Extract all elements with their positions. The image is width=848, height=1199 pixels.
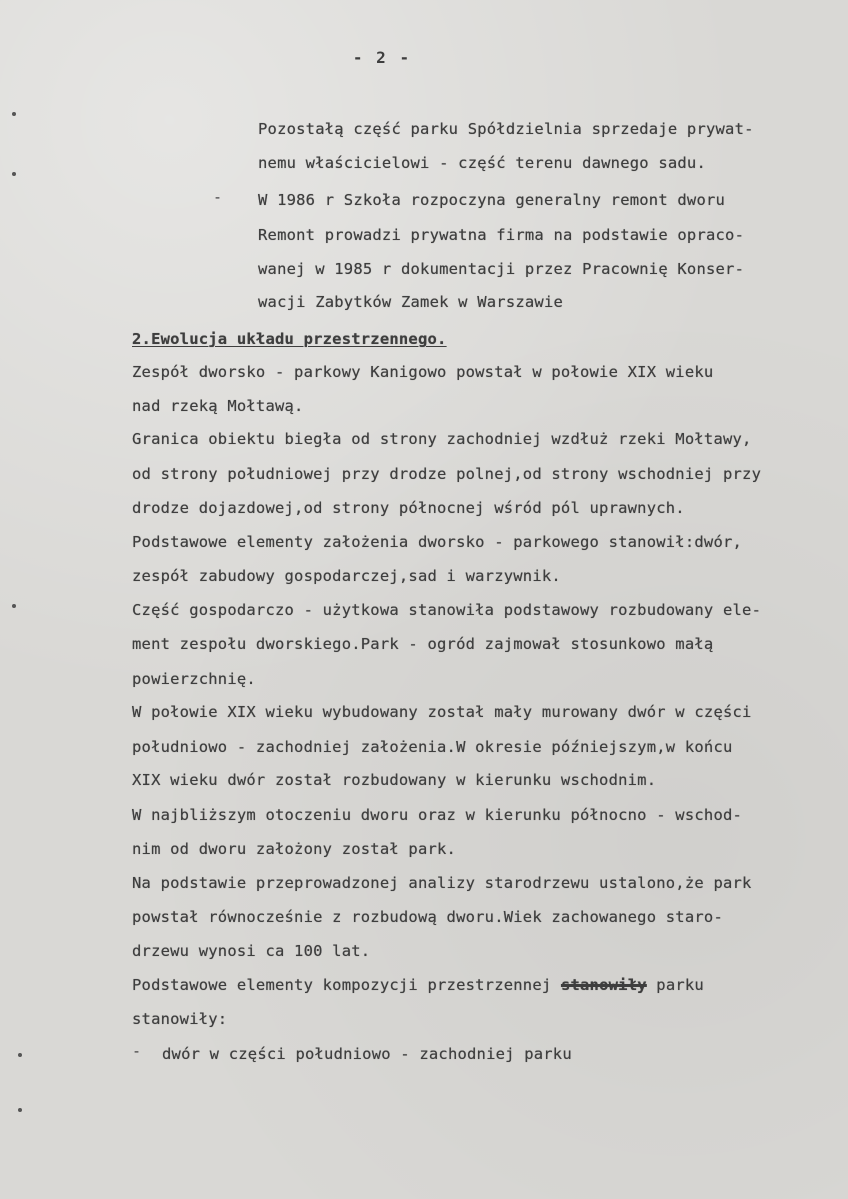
text-line: nim od dworu założony został park. xyxy=(132,840,457,858)
text-line: Część gospodarczo - użytkowa stanowiła podstawowy rozbudowany ele- xyxy=(132,601,762,619)
text-line: Podstawowe elementy założenia dworsko - parkowego stanowił:dwór, xyxy=(132,533,743,551)
text-line: nemu właścicielowi - część terenu dawnego sadu. xyxy=(258,154,706,172)
punch-mark xyxy=(12,112,16,116)
text-line: ment zespołu dworskiego.Park - ogród zajmował stosunkowo małą xyxy=(132,635,714,653)
text-line: W 1986 r Szkoła rozpoczyna generalny remont dworu xyxy=(258,191,726,209)
text-line: nad rzeką Mołtawą. xyxy=(132,397,304,415)
text-line: XIX wieku dwór został rozbudowany w kierunku wschodnim. xyxy=(132,771,657,789)
text-line: Pozostałą część parku Spółdzielnia sprzedaje prywat- xyxy=(258,120,754,138)
text-line: wanej w 1985 r dokumentacji przez Pracownię Konser- xyxy=(258,260,745,278)
text-line: Remont prowadzi prywatna firma na podstawie opraco- xyxy=(258,226,745,244)
bullet-dash: - xyxy=(213,188,223,206)
text-line: dwór w części południowo - zachodniej parku xyxy=(162,1045,572,1063)
text-segment: Podstawowe elementy kompozycji przestrzennej xyxy=(132,976,552,994)
punch-mark xyxy=(12,172,16,176)
text-line: Zespół dworsko - parkowy Kanigowo powstał w połowie XIX wieku xyxy=(132,363,714,381)
punch-mark xyxy=(12,604,16,608)
text-line: powstał równocześnie z rozbudową dworu.Wiek zachowanego staro- xyxy=(132,908,723,926)
text-line: drzewu wynosi ca 100 lat. xyxy=(132,942,371,960)
punch-mark xyxy=(18,1108,22,1112)
text-line: stanowiły: xyxy=(132,1010,228,1028)
text-line: Granica obiektu biegła od strony zachodniej wzdłuż rzeki Mołtawy, xyxy=(132,430,752,448)
text-line: W najbliższym otoczeniu dworu oraz w kierunku północno - wschod- xyxy=(132,806,743,824)
bullet-dash: - xyxy=(132,1042,142,1060)
text-line: Na podstawie przeprowadzonej analizy starodrzewu ustalono,że park xyxy=(132,874,752,892)
text-line: zespół zabudowy gospodarczej,sad i warzywnik. xyxy=(132,567,561,585)
text-line-with-strike xyxy=(132,974,704,996)
struck-out-word: stanowiły xyxy=(560,976,647,994)
text-line: południowo - zachodniej założenia.W okresie późniejszym,w końcu xyxy=(132,738,733,756)
text-line: powierzchnię. xyxy=(132,670,256,688)
page-number: - 2 - xyxy=(352,48,412,67)
text-line: drodze dojazdowej,od strony północnej wśród pól uprawnych. xyxy=(132,499,685,517)
text-line: wacji Zabytków Zamek w Warszawie xyxy=(258,293,564,311)
punch-mark xyxy=(18,1053,22,1057)
text-line: od strony południowej przy drodze polnej,od strony wschodniej przy xyxy=(132,465,762,483)
text-segment: parku xyxy=(656,976,704,994)
text-line: W połowie XIX wieku wybudowany został mały murowany dwór w części xyxy=(132,703,752,721)
section-heading: 2.Ewolucja układu przestrzennego. xyxy=(132,330,447,348)
